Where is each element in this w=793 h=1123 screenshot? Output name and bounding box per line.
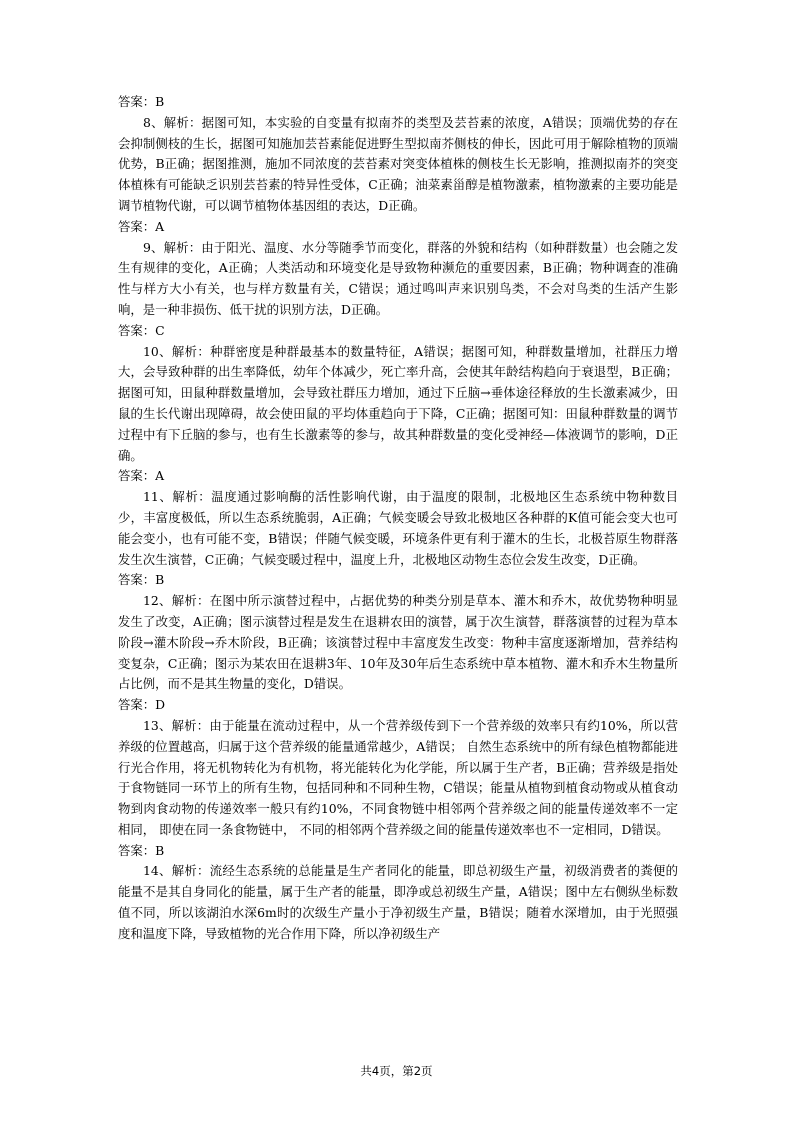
answer-line: 答案：B — [118, 842, 165, 858]
analysis-paragraph: 11、解析：温度通过影响酶的活性影响代谢，由于温度的限制，北极地区生态系统中物种数目少，丰富度极低，所以生态系统脆弱，A正确；气候变暖会导致北极地区各种群的K值可能会变大也可能会变小，也有可能不变，B错误；伴随气候变暖，环境条件更有利于灌木的生长，北极苔原生物群落发生次生演替，C正确；气候变暖过程中，温度上升，北极地区动物生态位会发生改变，D正确。 — [118, 489, 678, 567]
answer-line: 答案：B — [118, 572, 165, 588]
answer-line: 答案：C — [118, 322, 165, 338]
page-footer: 共4页，第2页 — [360, 1064, 433, 1078]
answer-line: 答案：A — [118, 468, 165, 484]
answer-line: 答案：A — [118, 218, 165, 234]
analysis-paragraph: 10、解析：种群密度是种群最基本的数量特征，A错误；据图可知，种群数量增加，社群压力增大，会导致种群的出生率降低，幼年个体减少，死亡率升高，会使其年龄结构趋向于衰退型，B正确；据图可知，田鼠种群数量增加，会导致社群压力增加，通过下丘脑→垂体途径释放的生长激素减少，田鼠的生长代谢出现障碍，故会使田鼠的平均体重趋向于下降，C正确；据图可知：田鼠种群数量的调节过程中有下丘脑的参与，也有生长激素等的参与，故其种群数量的变化受神经—体液调节的影响，D正确。 — [118, 343, 678, 463]
document-body — [118, 92, 678, 945]
analysis-paragraph: 13、解析：由于能量在流动过程中，从一个营养级传到下一个营养级的效率只有约10%，所以营养级的位置越高，归属于这个营养级的能量通常越少，A错误； 自然生态系统中的所有绿色植物都能进行光合作用，将无机物转化为有机物，将光能转化为化学能，所以属于生产者，B正确；营养级是指处于食物链同一环节上的所有生物，包括同种和不同种生物，C错误；能量从植物到植食动物或从植食动物到肉食动物的传递效率一般只有约10%，不同食物链中相邻两个营养级之间的能量传递效率不一定相同， 即使在同一条食物链中， 不同的相邻两个营养级之间的能量传递效率也不一定相同，D错误。 — [118, 717, 678, 837]
analysis-paragraph: 8、解析：据图可知，本实验的自变量有拟南芥的类型及芸苔素的浓度，A错误；顶端优势的存在会抑制侧枝的生长，据图可知施加芸苔素能促进野生型拟南芥侧枝的伸长，因此可用于解除植物的顶端优势，B正确；据图推测，施加不同浓度的芸苔素对突变体植株的侧枝生长无影响，推测拟南芥的突变体植株有可能缺乏识别芸苔素的特异性受体，C正确；油菜素甾醇是植物激素，植物激素的主要功能是调节植物代谢，可以调节植物体基因组的表达，D正确。 — [118, 114, 678, 213]
answer-line: 答案：B — [118, 94, 165, 109]
answer-line: 答案：D — [118, 697, 166, 713]
analysis-paragraph: 9、解析：由于阳光、温度、水分等随季节而变化，群落的外貌和结构（如种群数量）也会随之发生有规律的变化，A正确；人类活动和环境变化是导致物种濒危的重要因素，B正确；物种调查的准确性与样方大小有关，也与样方数量有关，C错误；通过鸣叫声来识别鸟类，不会对鸟类的生活产生影响，是一种非损伤、低干扰的识别方法，D正确。 — [118, 239, 678, 317]
analysis-paragraph: 12、解析：在图中所示演替过程中，占据优势的种类分别是草本、灌木和乔木，故优势物种明显发生了改变，A正确；图示演替过程是发生在退耕农田的演替，属于次生演替，群落演替的过程为草本阶段→灌木阶段→乔木阶段，B正确；该演替过程中丰富度发生改变：物种丰富度逐渐增加，营养结构变复杂，C正确；图示为某农田在退耕3年、10年及30年后生态系统中草本植物、灌木和乔木生物量所占比例，而不是其生物量的变化，D错误。 — [118, 593, 678, 692]
analysis-paragraph: 14、解析：流经生态系统的总能量是生产者同化的能量，即总初级生产量，初级消费者的粪便的能量不是其自身同化的能量，属于生产者的能量，即净或总初级生产量，A错误；图中左右侧纵坐标数值不同，所以该湖泊水深6m时的次级生产量小于净初级生产量，B错误；随着水深增加，由于光照强度和温度下降，导致植物的光合作用下降，所以净初级生产 — [118, 863, 678, 941]
